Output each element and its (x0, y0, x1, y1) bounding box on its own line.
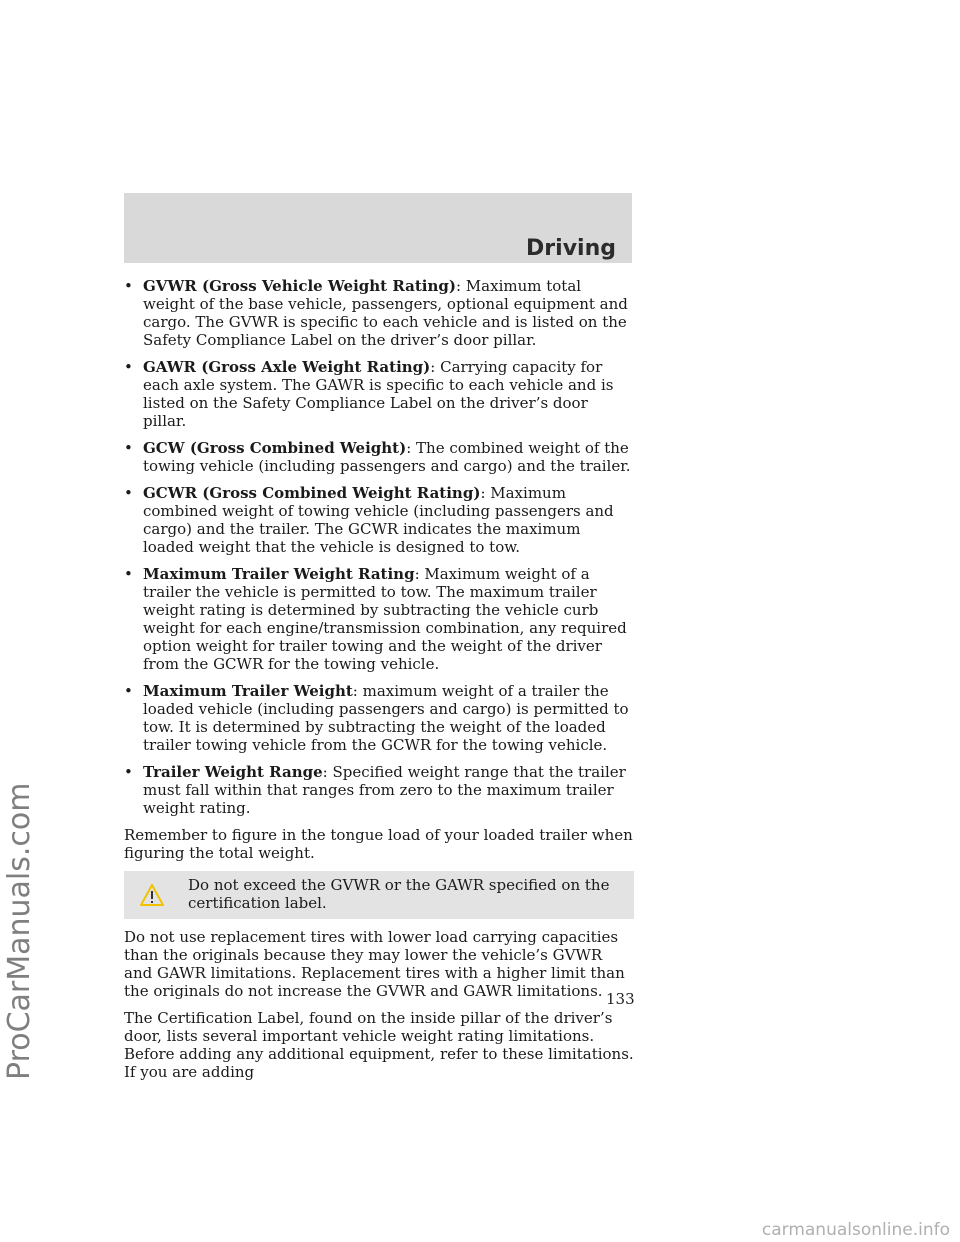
term-definition: : The combined weight of the towing vehicle (including passengers and cargo) and the trailer. (143, 439, 631, 475)
term-label: GCWR (Gross Combined Weight Rating) (143, 484, 481, 502)
bullet-dot: • (124, 439, 133, 457)
term-label: Maximum Trailer Weight (143, 682, 353, 700)
term-definition: : Specified weight range that the trailer must fall within that ranges from zero to the maximum trailer weight rating. (143, 763, 626, 817)
term-definition: : Carrying capacity for each axle system. The GAWR is specific to each vehicle and is listed on the Safety Compliance Label on the driver’s door pillar. (143, 358, 614, 430)
term-label: Trailer Weight Range (143, 763, 323, 781)
page-content (124, 277, 634, 1090)
bullet-dot: • (124, 358, 133, 376)
term-label: GAWR (Gross Axle Weight Rating) (143, 358, 431, 376)
section-title: Driving (526, 236, 616, 261)
warning-text: Do not exceed the GVWR or the GAWR specified on the certification label. (188, 876, 610, 912)
bullet-dot: • (124, 763, 133, 781)
footer-watermark: carmanualsonline.info (761, 1220, 950, 1240)
term-definition: : maximum weight of a trailer the loaded vehicle (including passengers and cargo) is permitted to tow. It is determined by subtracting the weight of the loaded trailer towing vehicle from the GCWR for the towing vehicle. (143, 682, 629, 754)
term-definition: : Maximum weight of a trailer the vehicle is permitted to tow. The maximum trailer weight rating is determined by subtracting the vehicle curb weight for each engine/transmission combination, any required option weight for trailer towing and the weight of the driver from the GCWR for the towing vehicle. (143, 565, 627, 673)
bullet-dot: • (124, 484, 133, 502)
term-label: Maximum Trailer Weight Rating (143, 565, 415, 583)
term-definition: : Maximum combined weight of towing vehicle (including passengers and cargo) and the trailer. The GCWR indicates the maximum loaded weight that the vehicle is designed to tow. (143, 484, 614, 556)
side-watermark: ProCarManuals.com (2, 782, 37, 1080)
bullet-item-gcwr (124, 484, 634, 556)
bullet-item-max-trailer-weight-rating (124, 565, 634, 673)
bullet-item-gvwr (124, 277, 634, 349)
warning-triangle-icon (140, 883, 164, 907)
term-label: GVWR (Gross Vehicle Weight Rating) (143, 277, 456, 295)
term-definition: : Maximum total weight of the base vehicle, passengers, optional equipment and cargo. The GVWR is specific to each vehicle and is listed on the Safety Compliance Label on the driver’s door pillar. (143, 277, 628, 349)
bullet-item-gawr (124, 358, 634, 430)
bullet-item-gcw (124, 439, 634, 475)
bullet-item-max-trailer-weight (124, 682, 634, 754)
term-label: GCW (Gross Combined Weight) (143, 439, 407, 457)
bullet-dot: • (124, 682, 133, 700)
paragraph-tongue-load: Remember to figure in the tongue load of your loaded trailer when figuring the total weight. (124, 826, 633, 862)
bullet-dot: • (124, 277, 133, 295)
bullet-dot: • (124, 565, 133, 583)
paragraph-replacement-tires: Do not use replacement tires with lower load carrying capacities than the originals because they may lower the vehicle’s GVWR and GAWR limitations. Replacement tires with a higher limit than the originals do not increase the GVWR and GAWR limitations. (124, 928, 625, 1000)
paragraph-certification-label: The Certification Label, found on the inside pillar of the driver’s door, lists several important vehicle weight rating limitations. Before adding any additional equipment, refer to these limitations. If you are adding (124, 1009, 634, 1081)
page-number: 133 (606, 990, 635, 1008)
section-header-band (124, 193, 632, 263)
warning-box (124, 871, 634, 919)
bullet-item-trailer-weight-range (124, 763, 634, 817)
